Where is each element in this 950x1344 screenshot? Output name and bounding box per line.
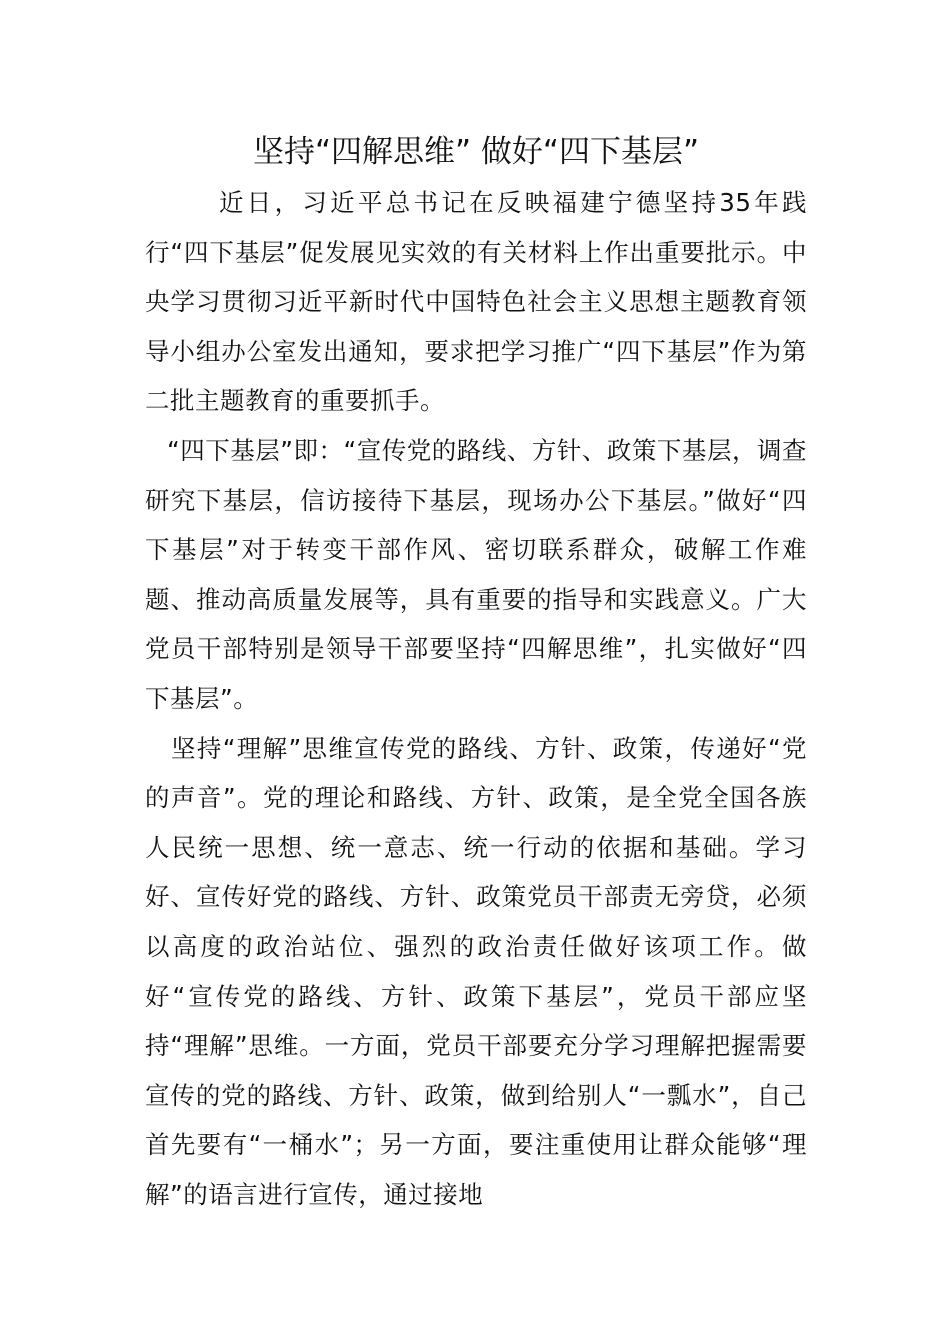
document-title: 坚持“四解思维” 做好“四下基层”	[252, 134, 700, 170]
document-body	[145, 178, 807, 1219]
paragraph-definition: “四下基层”即：“宣传党的路线、方针、政策下基层，调查研究下基层，信访接待下基层，现场办公下基层。”做好“四下基层”对于转变干部作风、密切联系群众，破解工作难题、推动高质量发展等，具有重要的指导和实践意义。广大党员干部特别是领导干部要坚持“四解思维”，扎实做好“四下基层”。	[145, 435, 807, 713]
paragraph-understanding: 坚持“理解”思维宣传党的路线、方针、政策，传递好“党的声音”。党的理论和路线、方针、政策，是全党全国各族人民统一思想、统一意志、统一行动的依据和基础。学习好、宣传好党的路线、方针、政策党员干部责无旁贷，必须以高度的政治站位、强烈的政治责任做好该项工作。做好“宣传党的路线、方针、政策下基层”，党员干部应坚持“理解”思维。一方面，党员干部要充分学习理解把握需要宣传的党的路线、方针、政策，做到给别人“一瓢水”，自己首先要有“一桶水”；另一方面，要注重使用让群众能够“理解”的语言进行宣传，通过接地	[145, 733, 807, 1209]
paragraph-intro: 近日，习近平总书记在反映福建宁德坚持35年践行“四下基层”促发展见实效的有关材料上作出重要批示。中央学习贯彻习近平新时代中国特色社会主义思想主题教育领导小组办公室发出通知，要求把学习推广“四下基层”作为第二批主题教育的重要抓手。	[145, 188, 807, 416]
